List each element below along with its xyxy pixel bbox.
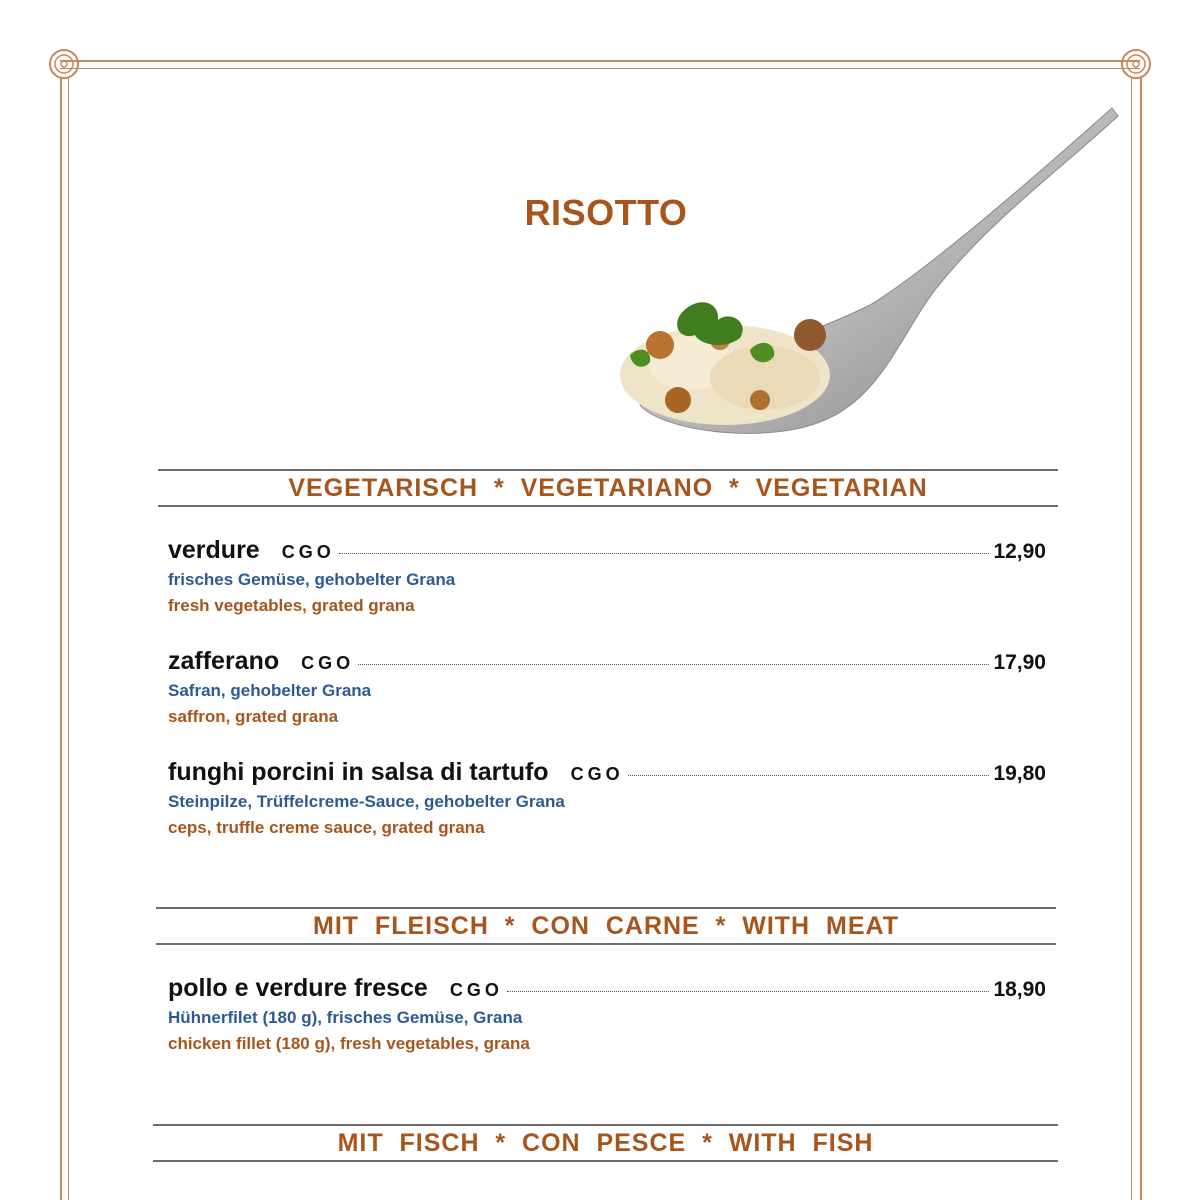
leader-dots	[507, 991, 990, 992]
menu-item	[168, 974, 1046, 1054]
allergen-codes: CGO	[570, 764, 624, 784]
frame-left-inner-border	[68, 78, 69, 1200]
allergen-codes: CGO	[281, 542, 335, 562]
frame-left-border	[60, 78, 62, 1200]
item-description-german: Steinpilze, Trüffelcreme-Sauce, gehobelter Grana	[168, 792, 565, 811]
item-description-german: Safran, gehobelter Grana	[168, 681, 372, 700]
item-price: 18,90	[993, 978, 1046, 1001]
allergen-codes: CGO	[449, 980, 503, 1000]
section-heading-vegetarian: VEGETARISCH * VEGETARIANO * VEGETARIAN	[158, 469, 1058, 507]
section-heading-meat: MIT FLEISCH * CON CARNE * WITH MEAT	[156, 907, 1056, 945]
item-description-german: frisches Gemüse, gehobelter Grana	[168, 570, 456, 589]
leader-dots	[628, 775, 990, 776]
frame-top-border	[60, 60, 1140, 62]
allergen-codes: CGO	[301, 653, 355, 673]
page-title: RISOTTO	[524, 192, 688, 233]
item-price: 12,90	[993, 540, 1046, 563]
item-description-english: ceps, truffle creme sauce, grated grana	[168, 818, 485, 837]
frame-right-border	[1140, 78, 1142, 1200]
menu-item	[168, 758, 1046, 838]
item-name: pollo e verdure fresce	[168, 974, 428, 1002]
section-heading-fish: MIT FISCH * CON PESCE * WITH FISH	[153, 1124, 1058, 1162]
item-description-german: Hühnerfilet (180 g), frisches Gemüse, Grana	[168, 1008, 523, 1027]
item-name: zafferano	[168, 647, 280, 675]
item-price: 17,90	[993, 651, 1046, 674]
item-description-english: chicken fillet (180 g), fresh vegetables, grana	[168, 1034, 530, 1053]
leader-dots	[339, 553, 990, 554]
ornament-corner-icon	[48, 48, 80, 80]
leader-dots	[358, 664, 989, 665]
item-price: 19,80	[993, 762, 1046, 785]
risotto-spoon-image	[600, 100, 1120, 450]
ornament-corner-icon	[1120, 48, 1152, 80]
item-name: funghi porcini in salsa di tartufo	[168, 758, 549, 786]
menu-item	[168, 536, 1046, 616]
item-name: verdure	[168, 536, 260, 564]
item-description-english: saffron, grated grana	[168, 707, 339, 726]
menu-item	[168, 647, 1046, 727]
frame-right-inner-border	[1131, 78, 1132, 1200]
frame-top-inner-border	[60, 68, 1140, 69]
item-description-english: fresh vegetables, grated grana	[168, 596, 415, 615]
